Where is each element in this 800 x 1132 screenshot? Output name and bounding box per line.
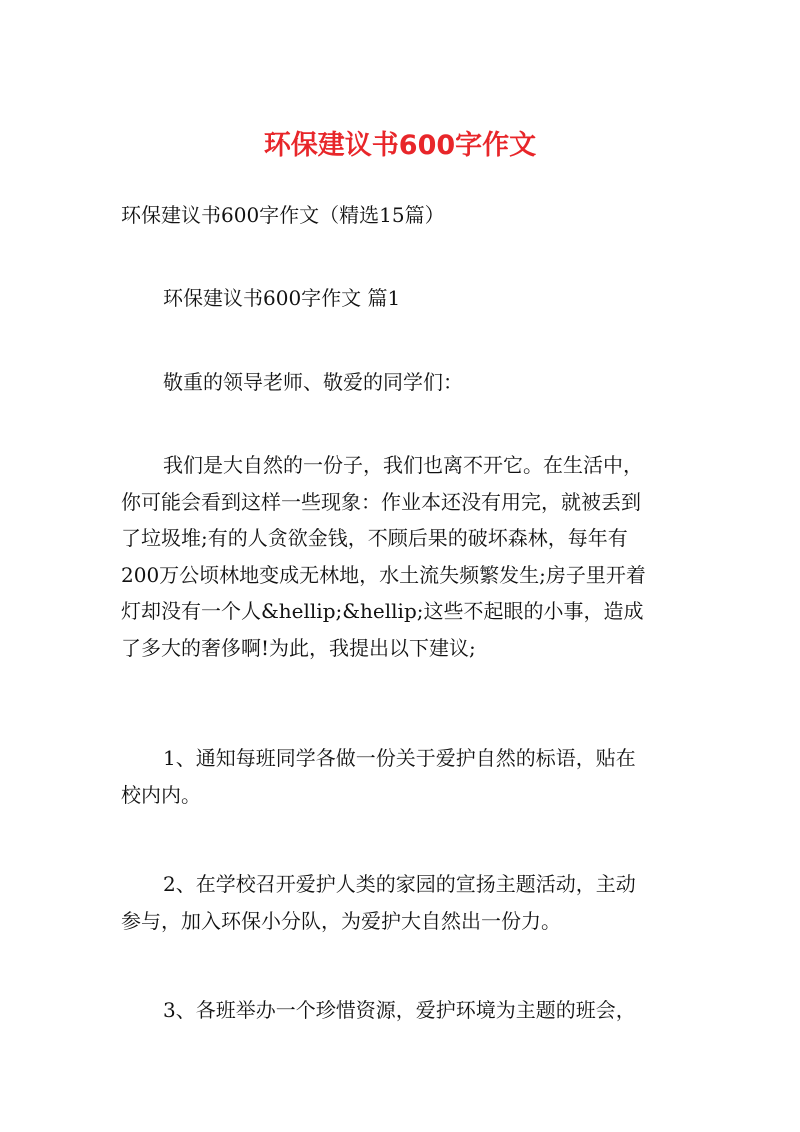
suggestion-3 xyxy=(121,992,681,1029)
suggestion-line: 3、各班举办一个珍惜资源，爱护环境为主题的班会， xyxy=(163,998,636,1022)
suggestion-2 xyxy=(121,866,681,939)
paragraph-line: 灯却没有一个人&hellip;&hellip;这些不起眼的小事，造成 xyxy=(121,599,644,623)
paragraph-line: 你可能会看到这样一些现象：作业本还没有用完，就被丢到 xyxy=(121,489,641,514)
paragraph-line: 我们是大自然的一份子，我们也离不开它。在生活中， xyxy=(163,453,643,477)
suggestion-line: 1、通知每班同学各做一份关于爱护自然的标语，贴在 xyxy=(163,746,636,770)
salutation-line: 敬重的领导老师、敬爱的同学们： xyxy=(163,370,463,394)
paragraph-line: 200万公顷林地变成无林地，水土流失频繁发生;房子里开着 xyxy=(121,562,646,587)
section-heading-line: 环保建议书600字作文 篇1 xyxy=(163,286,401,310)
paragraph-line: 了垃圾堆;有的人贪欲金钱，不顾后果的破坏森林，每年有 xyxy=(121,526,628,550)
paragraph-intro xyxy=(121,447,681,666)
suggestion-line: 校内内。 xyxy=(121,782,201,807)
document-subtitle xyxy=(121,197,681,234)
paragraph-line: 了多大的奢侈啊!为此，我提出以下建议; xyxy=(121,635,476,660)
subtitle-line: 环保建议书600字作文（精选15篇） xyxy=(121,203,445,227)
section-heading xyxy=(163,280,723,317)
document-title: 环保建议书600字作文 xyxy=(263,130,537,161)
salutation xyxy=(163,364,723,401)
suggestion-1 xyxy=(121,740,681,813)
suggestion-line: 2、在学校召开爱护人类的家园的宣扬主题活动，主动 xyxy=(163,872,636,896)
suggestion-line: 参与，加入环保小分队，为爱护大自然出一份力。 xyxy=(121,908,561,933)
